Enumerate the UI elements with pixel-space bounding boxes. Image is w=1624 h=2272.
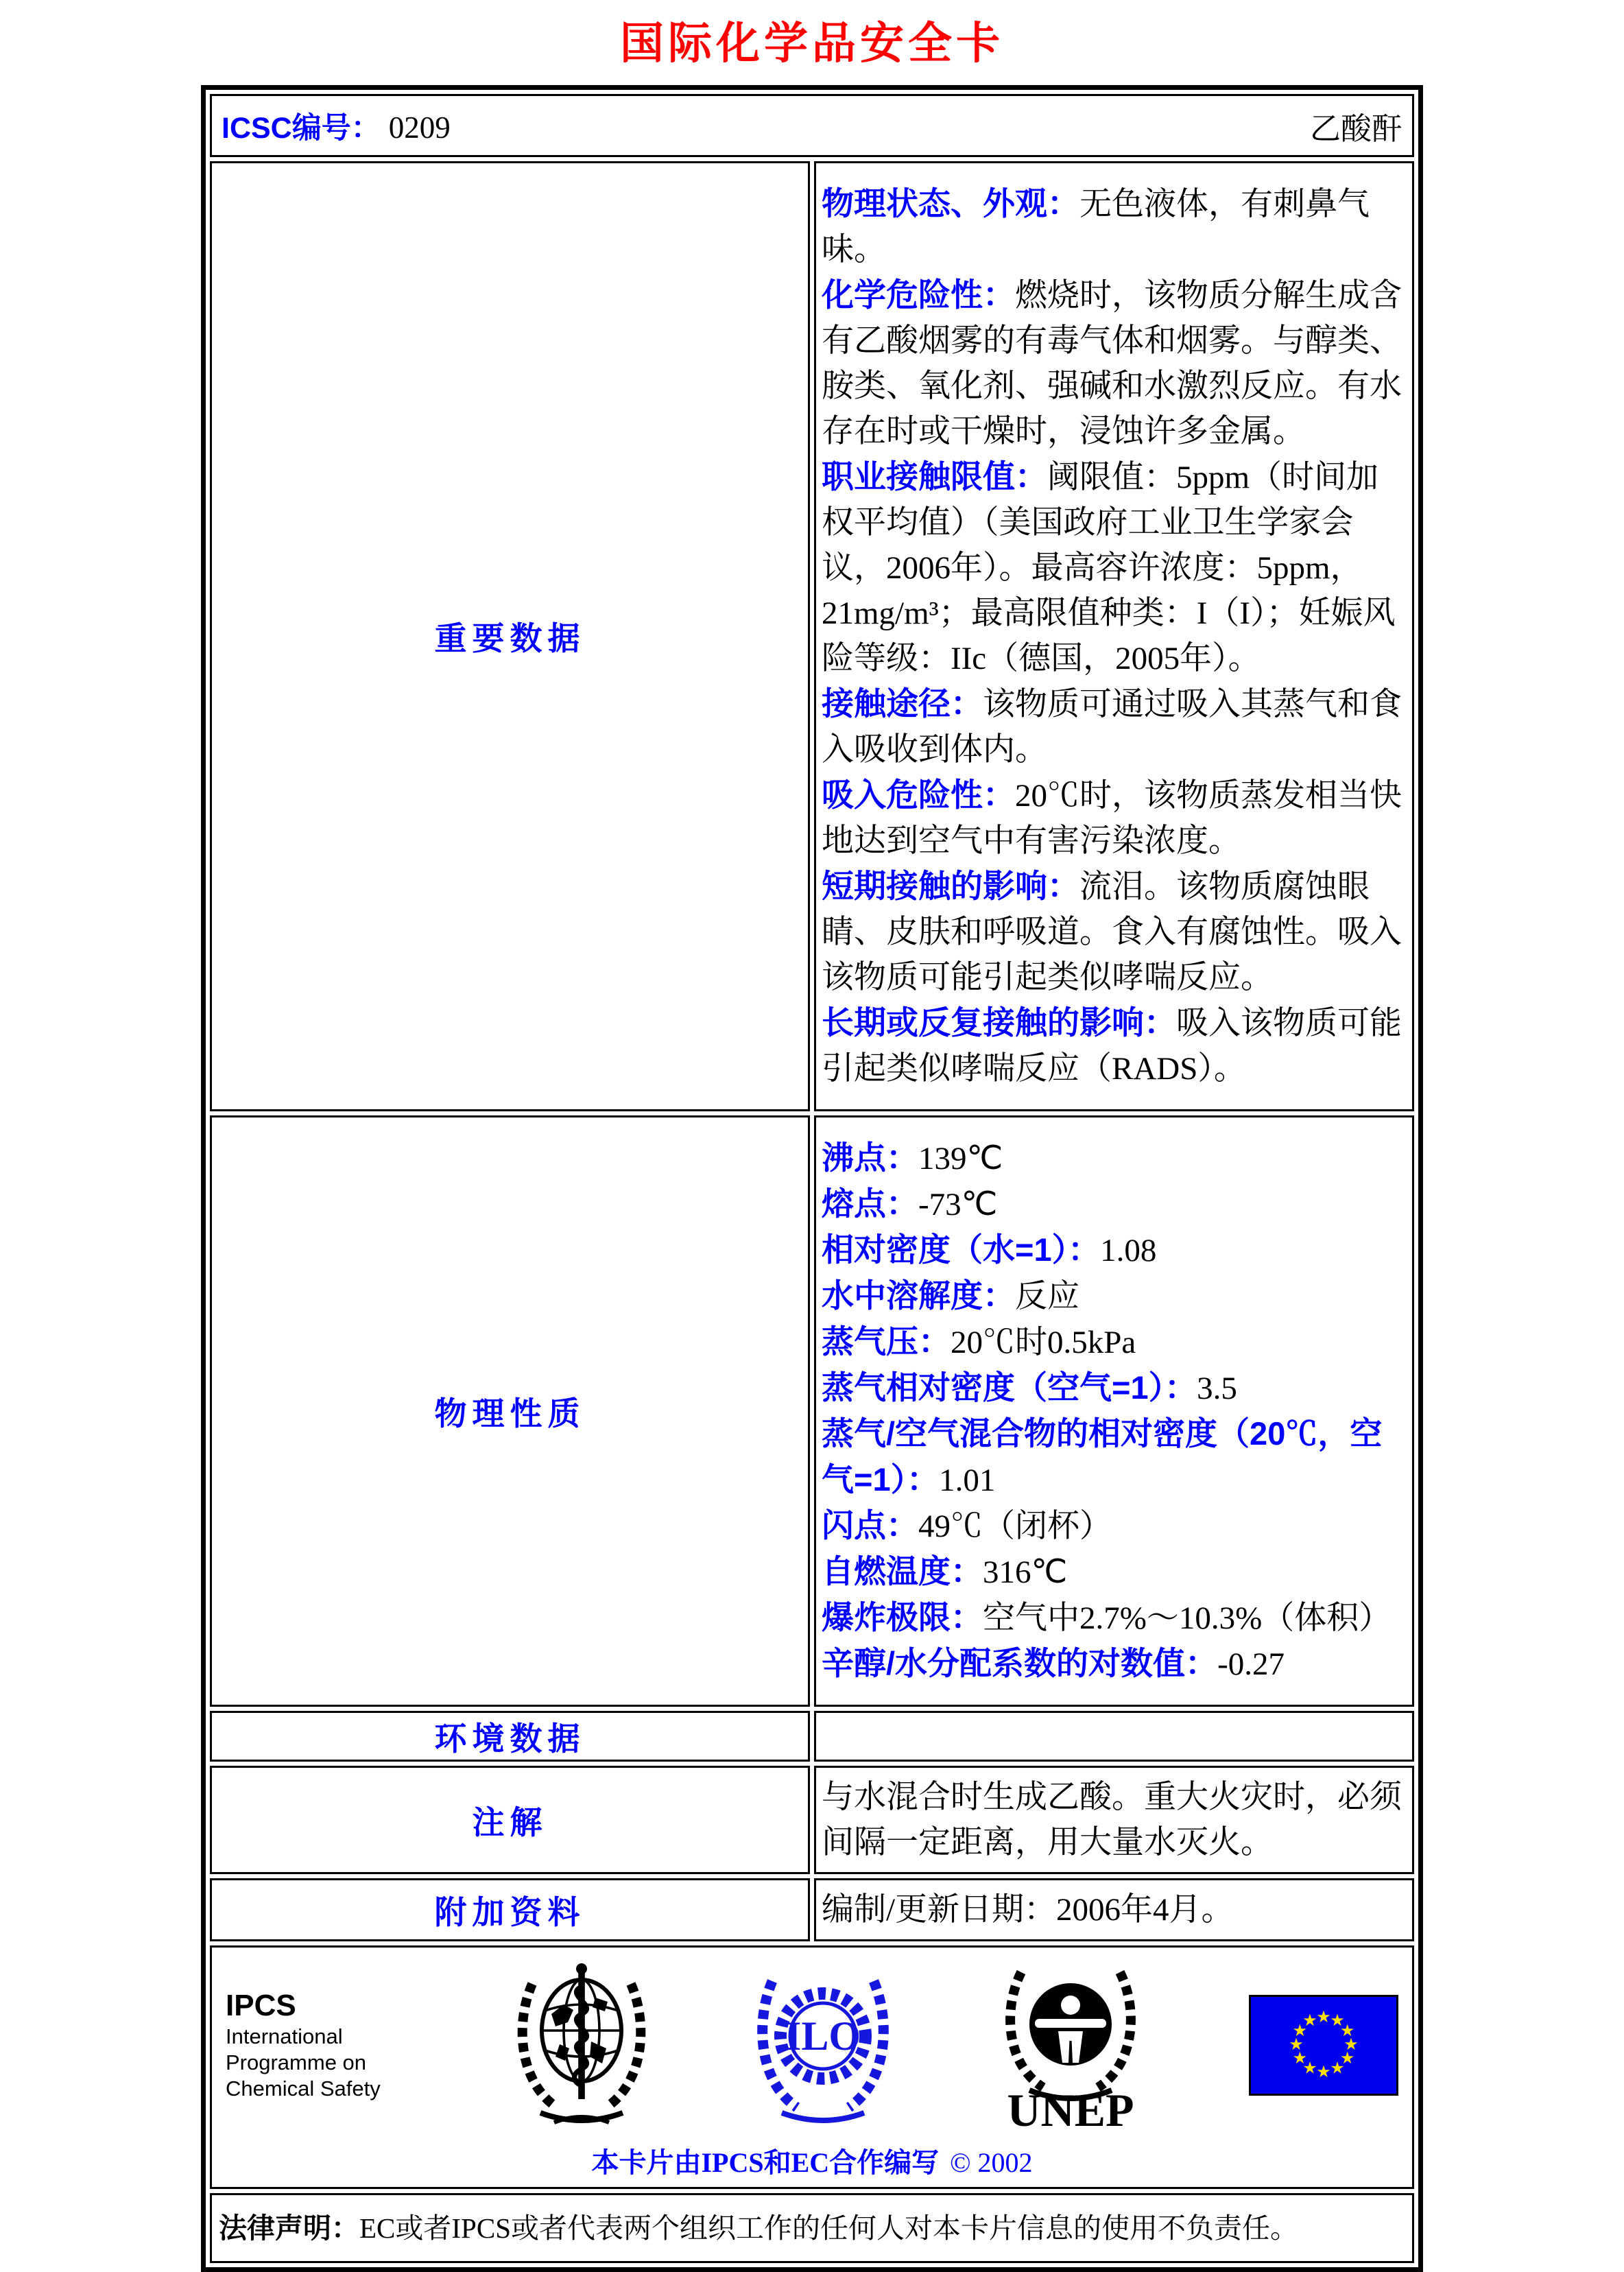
additional-info-text: 编制/更新日期：2006年4月。 — [822, 1892, 1234, 1928]
additional-info-content — [814, 1878, 1414, 1941]
who-logo-icon — [513, 1962, 650, 2128]
important-item: 长期或反复接触的影响：吸入该物质可能引起类似哮喘反应（RADS）。 — [822, 1004, 1402, 1087]
physical-item: 蒸气/空气混合物的相对密度（20℃，空气=1）：1.01 — [822, 1415, 1383, 1498]
svg-text:★: ★ — [1330, 2010, 1345, 2030]
icsc-number-group — [222, 105, 451, 147]
ilo-logo-icon — [754, 1962, 892, 2128]
notes-content — [814, 1766, 1414, 1874]
eu-flag-icon — [1249, 1995, 1398, 2096]
physical-item: 自燃温度：316℃ — [822, 1553, 1068, 1590]
environment-content — [814, 1711, 1414, 1762]
legal-label: 法律声明： — [219, 2212, 359, 2244]
important-item: 职业接触限值：阈限值：5ppm（时间加权平均值）（美国政府工业卫生学家会议，2006年）。最高容许浓度：5ppm，21mg/m³；最高限值种类：I（I）；妊娠风险等级：IIc（德国，2005年）。 — [822, 458, 1396, 676]
important-item: 接触途径：该物质可通过吸入其蒸气和食入吸收到体内。 — [822, 685, 1402, 768]
physical-item: 闪点：49℃（闭杯） — [822, 1507, 1112, 1544]
important-item: 短期接触的影响：流泪。该物质腐蚀眼睛、皮肤和呼吸道。食入有腐蚀性。吸入该物质可能引起类似哮喘反应。 — [822, 868, 1402, 995]
important-data-content — [814, 161, 1414, 1111]
physical-properties-row — [210, 1115, 1414, 1707]
physical-properties-content — [814, 1115, 1414, 1707]
svg-text:★: ★ — [1292, 2048, 1308, 2068]
additional-info-label: 附加资料 — [210, 1878, 810, 1941]
important-data-label: 重要数据 — [210, 161, 810, 1111]
physical-item: 沸点：139℃ — [822, 1139, 1003, 1176]
ipcs-line: Programme on — [226, 2050, 367, 2074]
legal-row — [210, 2193, 1414, 2263]
ipcs-line: International — [226, 2024, 343, 2048]
svg-text:★: ★ — [1302, 2058, 1317, 2078]
page-title: 国际化学品安全卡 — [620, 19, 1004, 68]
footer-copyright: © 2002 — [950, 2147, 1033, 2178]
svg-text:★: ★ — [1339, 2020, 1355, 2040]
important-item: 物理状态、外观：无色液体，有刺鼻气味。 — [822, 185, 1370, 268]
notes-row — [210, 1766, 1414, 1874]
svg-text:★: ★ — [1316, 2061, 1331, 2081]
physical-item: 相对密度（水=1）：1.08 — [822, 1231, 1157, 1268]
logos-cell — [210, 1945, 1414, 2189]
svg-text:★: ★ — [1344, 2034, 1359, 2054]
physical-item: 爆炸极限：空气中2.7%～10.3%（体积） — [822, 1599, 1392, 1636]
ipcs-line: Chemical Safety — [226, 2076, 381, 2101]
physical-item: 熔点：-73℃ — [822, 1185, 998, 1222]
svg-text:★: ★ — [1292, 2020, 1308, 2040]
important-item: 吸入危险性：20℃时，该物质蒸发相当快地达到空气中有害污染浓度。 — [822, 777, 1402, 859]
icsc-number-label: ICSC编号： — [222, 111, 381, 145]
physical-properties-label: 物理性质 — [210, 1115, 810, 1707]
svg-text:★: ★ — [1330, 2058, 1345, 2078]
svg-text:★: ★ — [1289, 2034, 1304, 2054]
header-row — [210, 94, 1414, 157]
ipcs-title: IPCS — [226, 1989, 296, 2022]
unep-logo-icon — [996, 1959, 1145, 2136]
svg-text:★: ★ — [1302, 2010, 1317, 2030]
environment-row — [210, 1711, 1414, 1762]
icsc-number-value: 0209 — [388, 110, 451, 145]
footer-caption-text: 本卡片由IPCS和EC合作编写 — [591, 2147, 940, 2178]
logos-row — [210, 1945, 1414, 2189]
notes-text: 与水混合时生成乙酸。重大火灾时，必须间隔一定距离，用大量水灭火。 — [822, 1779, 1402, 1860]
notes-label: 注解 — [210, 1766, 810, 1874]
legal-text: EC或者IPCS或者代表两个组织工作的任何人对本卡片信息的使用不负责任。 — [359, 2212, 1298, 2244]
important-item: 化学危险性：燃烧时，该物质分解生成含有乙酸烟雾的有毒气体和烟雾。与醇类、胺类、氧化剂、强碱和水激烈反应。有水存在时或干燥时，浸蚀许多金属。 — [822, 276, 1402, 449]
ipcs-text-block — [226, 1988, 408, 2102]
legal-cell — [210, 2193, 1414, 2263]
svg-text:UNEP: UNEP — [1006, 2084, 1134, 2136]
physical-item: 水中溶解度：反应 — [822, 1277, 1079, 1314]
header-cell — [210, 94, 1414, 157]
svg-text:★: ★ — [1316, 2007, 1331, 2026]
svg-text:★: ★ — [1339, 2048, 1355, 2068]
chemical-name: 乙酸酐 — [1309, 111, 1402, 146]
physical-item: 蒸气相对密度（空气=1）：3.5 — [822, 1369, 1237, 1406]
environment-label: 环境数据 — [210, 1711, 810, 1762]
footer-caption — [226, 2141, 1398, 2180]
physical-item: 辛醇/水分配系数的对数值：-0.27 — [822, 1645, 1285, 1682]
additional-info-row — [210, 1878, 1414, 1941]
icsc-card-table — [201, 85, 1423, 2272]
physical-item: 蒸气压：20℃时0.5kPa — [822, 1323, 1136, 1360]
important-data-row — [210, 161, 1414, 1111]
svg-text:ILO: ILO — [785, 2013, 861, 2059]
